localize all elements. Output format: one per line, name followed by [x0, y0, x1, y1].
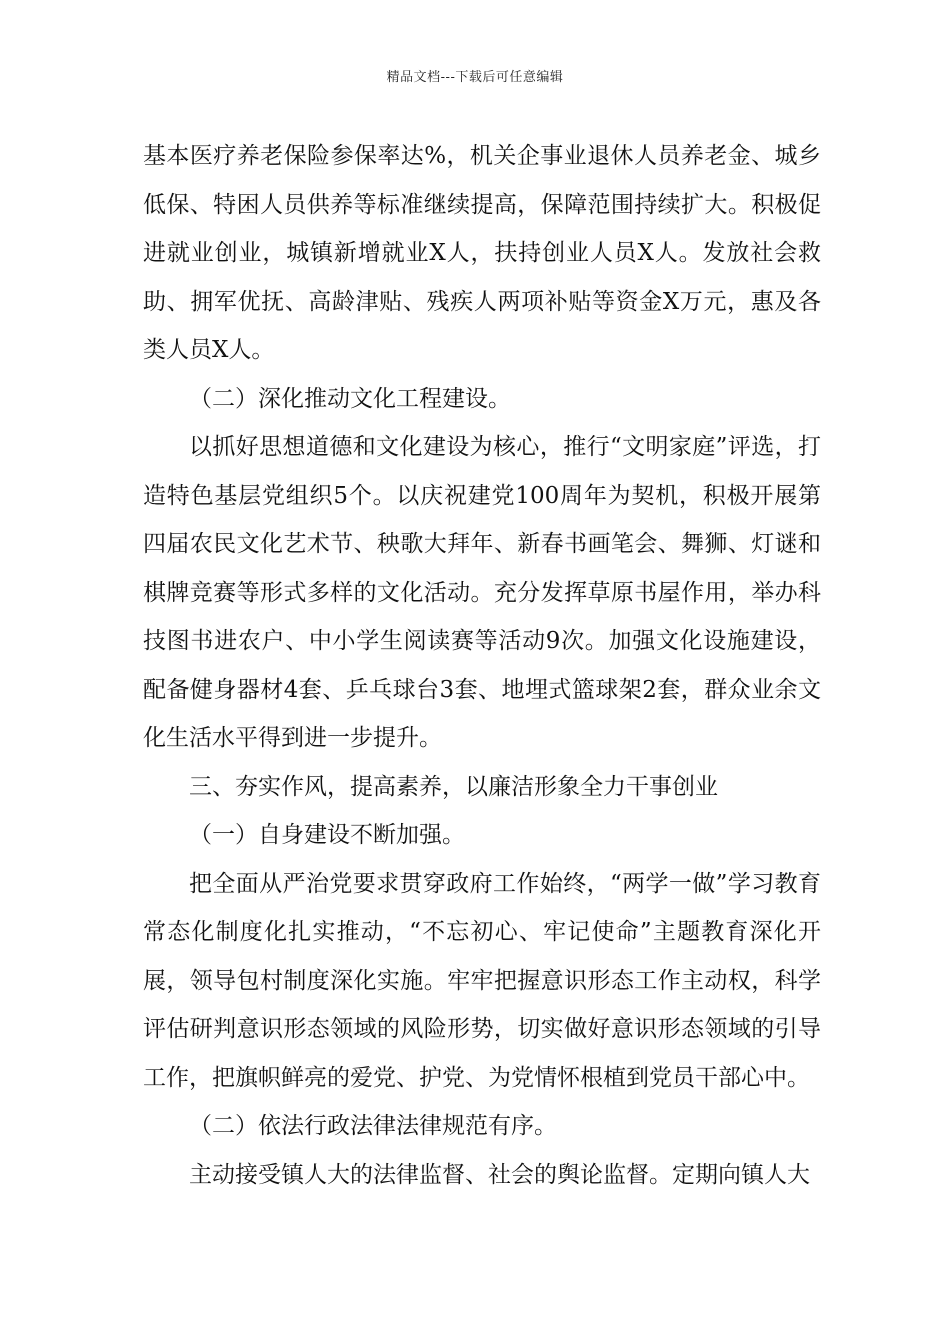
- paragraph-social-security: 基本医疗养老保险参保率达%，机关企事业退休人员养老金、城乡低保、特困人员供养等标准继续提高，保障范围持续扩大。积极促进就业创业，城镇新增就业X人，扶持创业人员X人。发放社会救助、拥军优抚、高龄津贴、残疾人两项补贴等资金X万元，惠及各类人员X人。: [143, 143, 821, 363]
- paragraph-supervision: 主动接受镇人大的法律监督、社会的舆论监督。定期向镇人大: [189, 1161, 810, 1188]
- paragraph-culture-activities: 以抓好思想道德和文化建设为核心，推行“文明家庭”评选，打造特色基层党组织5个。以庆祝建党100周年为契机，积极开展第四届农民文化艺术节、秧歌大拜年、新春书画笔会、舞狮、灯谜和棋牌竞赛等形式多样的文化活动。充分发挥草原书屋作用，举办科技图书进农户、中小学生阅读赛等活动9次。加强文化设施建设，配备健身器材4套、乒乓球台3套、地埋式篮球架2套，群众业余文化生活水平得到进一步提升。: [143, 434, 821, 751]
- subheading-self-construction: （一）自身建设不断加强。: [189, 822, 465, 848]
- subheading-lawful-administration: （二）依法行政法律法律规范有序。: [189, 1113, 557, 1139]
- subheading-culture-project: （二）深化推动文化工程建设。: [189, 385, 511, 412]
- document-body: [143, 132, 821, 1199]
- paragraph-party-building: 把全面从严治党要求贯穿政府工作始终，“两学一做”学习教育常态化制度化扎实推动，“不忘初心、牢记使命”主题教育深化开展，领导包村制度深化实施。牢牢把握意识形态工作主动权，科学评估研判意识形态领域的风险形势，切实做好意识形态领域的引导工作，把旗帜鲜亮的爱党、护党、为党情怀根植到党员干部心中。: [143, 870, 821, 1091]
- heading-section-three: 三、夯实作风，提高素养，以廉洁形象全力干事创业: [189, 773, 718, 800]
- document-header-note: 精品文档---下载后可任意编辑: [386, 70, 564, 85]
